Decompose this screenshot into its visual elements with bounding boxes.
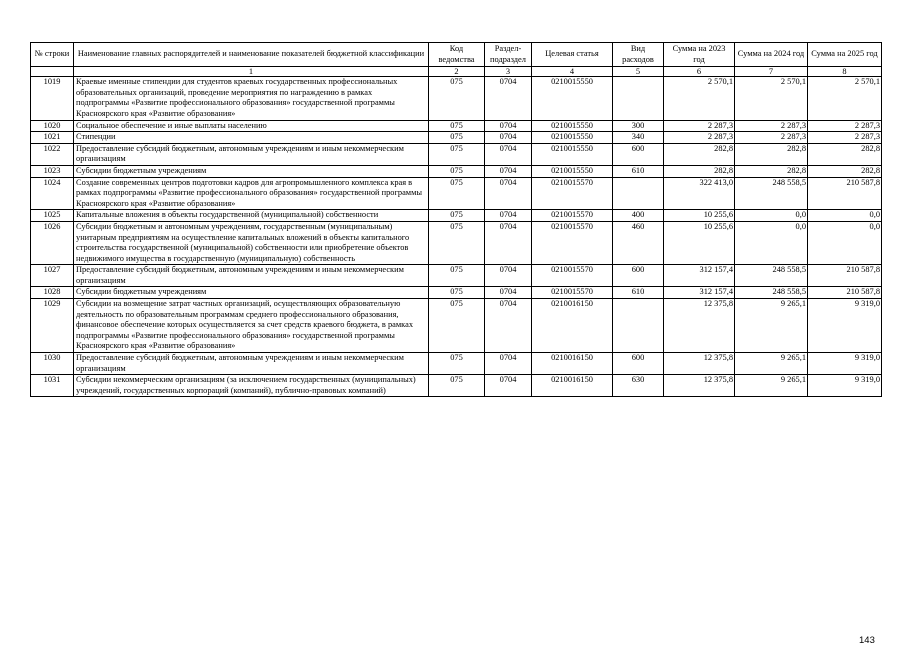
column-number xyxy=(31,67,74,77)
row-sum-2025: 282,8 xyxy=(808,165,882,177)
row-number: 1019 xyxy=(31,77,74,120)
table-row xyxy=(31,265,882,287)
row-sum-2025: 9 319,0 xyxy=(808,375,882,397)
row-dept-code: 075 xyxy=(429,221,485,264)
header-section: Раздел-подраздел xyxy=(485,43,532,67)
row-number: 1024 xyxy=(31,177,74,210)
column-number: 8 xyxy=(808,67,882,77)
row-expense-type xyxy=(613,177,664,210)
row-target-article: 0210015570 xyxy=(532,210,613,222)
row-dept-code: 075 xyxy=(429,287,485,299)
row-number: 1025 xyxy=(31,210,74,222)
row-sum-2023: 10 255,6 xyxy=(664,210,735,222)
row-dept-code: 075 xyxy=(429,143,485,165)
row-expense-type: 460 xyxy=(613,221,664,264)
row-sum-2023: 12 375,8 xyxy=(664,299,735,353)
row-name: Создание современных центров подготовки кадров для агропромышленного комплекса края в рамках подпрограммы «Развитие профессионального образования» государственной программы Красноярского края «Развитие образования» xyxy=(74,177,429,210)
row-dept-code: 075 xyxy=(429,120,485,132)
table-row xyxy=(31,375,882,397)
row-sum-2024: 248 558,5 xyxy=(735,265,808,287)
row-number: 1020 xyxy=(31,120,74,132)
column-number: 1 xyxy=(74,67,429,77)
row-name: Капитальные вложения в объекты государственной (муниципальной) собственности xyxy=(74,210,429,222)
row-sum-2023: 282,8 xyxy=(664,165,735,177)
row-number: 1023 xyxy=(31,165,74,177)
row-sum-2024: 2 287,3 xyxy=(735,120,808,132)
row-target-article: 0210015550 xyxy=(532,77,613,120)
row-sum-2023: 312 157,4 xyxy=(664,265,735,287)
row-sum-2023: 322 413,0 xyxy=(664,177,735,210)
table-row xyxy=(31,177,882,210)
column-number: 4 xyxy=(532,67,613,77)
row-dept-code: 075 xyxy=(429,375,485,397)
budget-table xyxy=(30,42,882,397)
table-header-row xyxy=(31,43,882,67)
table-row xyxy=(31,210,882,222)
row-target-article: 0210016150 xyxy=(532,375,613,397)
column-number: 6 xyxy=(664,67,735,77)
column-number: 2 xyxy=(429,67,485,77)
row-expense-type: 600 xyxy=(613,353,664,375)
row-number: 1028 xyxy=(31,287,74,299)
table-row xyxy=(31,132,882,144)
row-expense-type xyxy=(613,77,664,120)
table-row xyxy=(31,299,882,353)
row-expense-type: 630 xyxy=(613,375,664,397)
page-number: 143 xyxy=(859,635,875,646)
row-sum-2025: 2 287,3 xyxy=(808,120,882,132)
row-target-article: 0210015550 xyxy=(532,143,613,165)
row-expense-type: 300 xyxy=(613,120,664,132)
row-sum-2024: 9 265,1 xyxy=(735,299,808,353)
row-number: 1031 xyxy=(31,375,74,397)
row-section: 0704 xyxy=(485,177,532,210)
row-sum-2025: 9 319,0 xyxy=(808,299,882,353)
column-number-row xyxy=(31,67,882,77)
table-row xyxy=(31,77,882,120)
row-sum-2023: 12 375,8 xyxy=(664,375,735,397)
row-target-article: 0210015570 xyxy=(532,265,613,287)
header-sum-2023: Сумма на 2023 год xyxy=(664,43,735,67)
row-section: 0704 xyxy=(485,299,532,353)
row-number: 1030 xyxy=(31,353,74,375)
row-target-article: 0210016150 xyxy=(532,299,613,353)
row-dept-code: 075 xyxy=(429,132,485,144)
row-name: Предоставление субсидий бюджетным, автономным учреждениям и иным некоммерческим организациям xyxy=(74,265,429,287)
table-body xyxy=(31,77,882,397)
row-section: 0704 xyxy=(485,77,532,120)
row-name: Предоставление субсидий бюджетным, автономным учреждениям и иным некоммерческим организациям xyxy=(74,353,429,375)
row-expense-type: 400 xyxy=(613,210,664,222)
row-number: 1029 xyxy=(31,299,74,353)
row-sum-2023: 282,8 xyxy=(664,143,735,165)
header-target-article: Целевая статья xyxy=(532,43,613,67)
row-section: 0704 xyxy=(485,165,532,177)
row-sum-2023: 2 287,3 xyxy=(664,120,735,132)
row-name: Краевые именные стипендии для студентов краевых государственных профессиональных образовательных организаций, проведение мероприятия по награждению в рамках подпрограммы «Развитие профессионального образования» государственной программы Красноярского края «Развитие образования» xyxy=(74,77,429,120)
header-row-no: № строки xyxy=(31,43,74,67)
row-name: Субсидии бюджетным учреждениям xyxy=(74,165,429,177)
row-section: 0704 xyxy=(485,265,532,287)
row-section: 0704 xyxy=(485,353,532,375)
row-sum-2025: 210 587,8 xyxy=(808,265,882,287)
column-number: 7 xyxy=(735,67,808,77)
row-sum-2024: 248 558,5 xyxy=(735,287,808,299)
row-section: 0704 xyxy=(485,132,532,144)
row-sum-2025: 282,8 xyxy=(808,143,882,165)
row-expense-type: 610 xyxy=(613,287,664,299)
header-expense-type: Вид расходов xyxy=(613,43,664,67)
header-sum-2024: Сумма на 2024 год xyxy=(735,43,808,67)
row-sum-2024: 282,8 xyxy=(735,143,808,165)
row-sum-2025: 210 587,8 xyxy=(808,177,882,210)
row-target-article: 0210015570 xyxy=(532,221,613,264)
row-name: Субсидии некоммерческим организациям (за исключением государственных (муниципальных) учреждений, государственных корпораций (компаний), публично-правовых компаний) xyxy=(74,375,429,397)
row-sum-2023: 12 375,8 xyxy=(664,353,735,375)
row-sum-2024: 0,0 xyxy=(735,221,808,264)
row-sum-2025: 210 587,8 xyxy=(808,287,882,299)
row-number: 1026 xyxy=(31,221,74,264)
row-target-article: 0210015550 xyxy=(532,165,613,177)
header-sum-2025: Сумма на 2025 год xyxy=(808,43,882,67)
row-sum-2025: 2 287,3 xyxy=(808,132,882,144)
row-number: 1021 xyxy=(31,132,74,144)
row-name: Субсидии на возмещение затрат частных организаций, осуществляющих образовательную деятельность по образовательным программам среднего профессионального образования, финансовое обеспечение которых осуществляется за счет средств краевого бюджета, в рамках подпрограммы «Развитие профессионального образования» государственной программы Красноярского края «Развитие образования» xyxy=(74,299,429,353)
row-target-article: 0210015550 xyxy=(532,120,613,132)
row-expense-type: 600 xyxy=(613,143,664,165)
row-section: 0704 xyxy=(485,143,532,165)
row-name: Субсидии бюджетным и автономным учреждениям, государственным (муниципальным) унитарным предприятиям на осуществление капитальных вложений в объекты капитального строительства государственной (муниципальной) собственности или приобретение объектов недвижимого имущества в государственную (муниципальную) собственность xyxy=(74,221,429,264)
row-name: Субсидии бюджетным учреждениям xyxy=(74,287,429,299)
row-section: 0704 xyxy=(485,120,532,132)
row-sum-2025: 0,0 xyxy=(808,210,882,222)
row-dept-code: 075 xyxy=(429,353,485,375)
row-target-article: 0210016150 xyxy=(532,353,613,375)
row-number: 1027 xyxy=(31,265,74,287)
row-sum-2024: 2 287,3 xyxy=(735,132,808,144)
table-row xyxy=(31,221,882,264)
row-expense-type: 600 xyxy=(613,265,664,287)
row-expense-type: 340 xyxy=(613,132,664,144)
row-sum-2024: 9 265,1 xyxy=(735,375,808,397)
table-row xyxy=(31,143,882,165)
table-row xyxy=(31,165,882,177)
row-expense-type xyxy=(613,299,664,353)
row-sum-2023: 2 570,1 xyxy=(664,77,735,120)
row-number: 1022 xyxy=(31,143,74,165)
row-name: Предоставление субсидий бюджетным, автономным учреждениям и иным некоммерческим организациям xyxy=(74,143,429,165)
row-section: 0704 xyxy=(485,210,532,222)
table-row xyxy=(31,120,882,132)
row-target-article: 0210015550 xyxy=(532,132,613,144)
row-dept-code: 075 xyxy=(429,77,485,120)
row-sum-2023: 10 255,6 xyxy=(664,221,735,264)
row-target-article: 0210015570 xyxy=(532,177,613,210)
row-sum-2024: 9 265,1 xyxy=(735,353,808,375)
row-sum-2025: 2 570,1 xyxy=(808,77,882,120)
row-sum-2024: 0,0 xyxy=(735,210,808,222)
row-section: 0704 xyxy=(485,221,532,264)
budget-document xyxy=(30,42,881,646)
column-number: 3 xyxy=(485,67,532,77)
row-sum-2023: 2 287,3 xyxy=(664,132,735,144)
row-sum-2025: 9 319,0 xyxy=(808,353,882,375)
row-section: 0704 xyxy=(485,287,532,299)
row-dept-code: 075 xyxy=(429,165,485,177)
column-number: 5 xyxy=(613,67,664,77)
row-sum-2024: 2 570,1 xyxy=(735,77,808,120)
row-sum-2024: 282,8 xyxy=(735,165,808,177)
row-sum-2024: 248 558,5 xyxy=(735,177,808,210)
row-expense-type: 610 xyxy=(613,165,664,177)
header-dept-code: Код ведомства xyxy=(429,43,485,67)
row-sum-2023: 312 157,4 xyxy=(664,287,735,299)
row-dept-code: 075 xyxy=(429,265,485,287)
row-name: Стипендии xyxy=(74,132,429,144)
row-dept-code: 075 xyxy=(429,177,485,210)
table-row xyxy=(31,287,882,299)
row-section: 0704 xyxy=(485,375,532,397)
row-sum-2025: 0,0 xyxy=(808,221,882,264)
row-name: Социальное обеспечение и иные выплаты населению xyxy=(74,120,429,132)
header-name: Наименование главных распорядителей и наименование показателей бюджетной классификации xyxy=(74,43,429,67)
row-dept-code: 075 xyxy=(429,299,485,353)
table-row xyxy=(31,353,882,375)
row-target-article: 0210015570 xyxy=(532,287,613,299)
row-dept-code: 075 xyxy=(429,210,485,222)
